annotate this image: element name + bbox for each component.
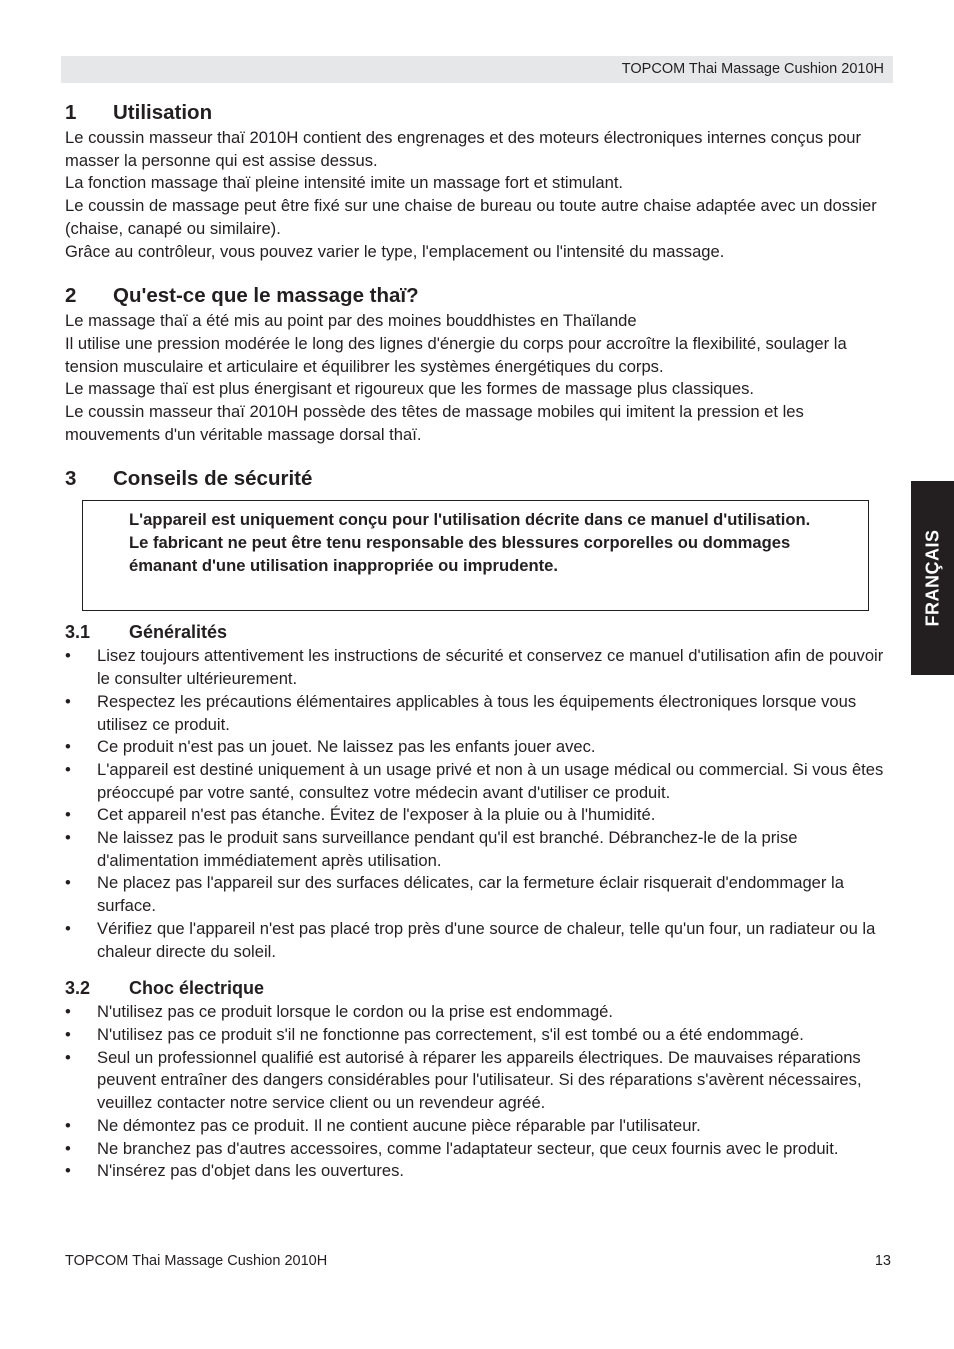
bullet: • (65, 646, 71, 666)
language-tab (911, 481, 954, 675)
warning-text: L'appareil est uniquement conçu pour l'utilisation décrite dans ce manuel d'utilisation. (129, 510, 811, 530)
bullet: • (65, 805, 71, 825)
section-number: 2 (65, 284, 77, 308)
bullet: • (65, 1138, 71, 1158)
subsection-number: 3.2 (65, 978, 91, 999)
bullet: • (65, 873, 71, 893)
bullet: • (65, 691, 71, 711)
list-item-text: N'insérez pas d'objet dans les ouvertures. (97, 1161, 405, 1181)
bullet-list-electric-shock (65, 1001, 890, 1183)
paragraph: La fonction massage thaï pleine intensité imite un massage fort et stimulant. (65, 173, 624, 193)
bullet: • (65, 918, 71, 938)
list-item (65, 827, 890, 872)
list-item-text: Ne placez pas l'appareil sur des surfaces délicates, car la fermeture éclair risquerait d'endommager la surface. (97, 873, 844, 916)
list-item-text: N'utilisez pas ce produit lorsque le cordon ou la prise est endommagé. (97, 1002, 614, 1022)
list-item (65, 1024, 890, 1047)
section-title: Utilisation (113, 101, 213, 124)
paragraph: Le massage thaï a été mis au point par des moines bouddhistes en Thaïlande (65, 311, 637, 331)
language-tab-label: FRANÇAIS (922, 529, 943, 627)
page-content (65, 99, 890, 1183)
list-item (65, 1115, 890, 1138)
subsection-3-1-heading (65, 619, 890, 645)
subsection-3-2-heading (65, 975, 890, 1001)
list-item (65, 918, 890, 963)
section-title: Qu'est-ce que le massage thaï? (113, 284, 419, 308)
list-item-text: Vérifiez que l'appareil n'est pas placé trop près d'une source de chaleur, telle qu'un four, un radiateur ou la chaleur directe du soleil. (97, 918, 876, 961)
bullet: • (65, 1161, 71, 1181)
paragraph: Il utilise une pression modérée le long des lignes d'énergie du corps pour accroître la flexibilité, soulager la tension musculaire et articulaire et équilibrer les systèmes énergétiques du corps. (65, 333, 847, 376)
list-item (65, 645, 890, 690)
subsection-number: 3.1 (65, 622, 91, 643)
section-3-heading (65, 465, 890, 493)
list-item-text: Ne démontez pas ce produit. Il ne contient aucune pièce réparable par l'utilisateur. (97, 1115, 701, 1135)
paragraph: Le coussin masseur thaï 2010H possède des têtes de massage mobiles qui imitent la pression et les mouvements d'un véritable massage dorsal thaï. (65, 402, 804, 444)
list-item (65, 759, 890, 804)
bullet-list-general (65, 645, 890, 963)
list-item-text: Ce produit n'est pas un jouet. Ne laissez pas les enfants jouer avec. (97, 737, 596, 757)
subsection-title: Choc électrique (129, 978, 265, 999)
list-item (65, 736, 890, 759)
section-number: 1 (65, 101, 77, 124)
footer-title: TOPCOM Thai Massage Cushion 2010H (65, 1253, 328, 1269)
page-number: 13 (874, 1253, 891, 1269)
section-1-heading (65, 99, 890, 127)
bullet: • (65, 828, 71, 848)
list-item (65, 804, 890, 827)
bullet: • (65, 1024, 71, 1044)
list-item (65, 872, 890, 917)
warning-text: Le fabricant ne peut être tenu responsable des blessures corporelles ou dommages émanant d'une utilisation inappropriée ou imprudente. (129, 533, 791, 575)
list-item-text: Cet appareil n'est pas étanche. Évitez de l'exposer à la pluie ou à l'humidité. (97, 805, 656, 825)
section-2-heading (65, 282, 890, 310)
list-item-text: L'appareil est destiné uniquement à un usage privé et non à un usage médical ou commercial. Si vous êtes préoccupé par votre santé, consultez votre médecin avant d'utiliser ce produit. (97, 759, 884, 802)
list-item-text: Seul un professionnel qualifié est autorisé à réparer les appareils électriques. De mauvaises réparations peuvent entraîner des dangers considérables pour l'utilisateur. Si des réparations s'avèrent nécessaires, veuillez contacter notre service client ou un revendeur agréé. (97, 1047, 862, 1113)
list-item (65, 691, 890, 736)
list-item-text: Respectez les précautions élémentaires applicables à tous les équipements électroniques lorsque vous utilisez ce produit. (97, 691, 857, 734)
warning-box (82, 500, 869, 611)
list-item-text: Ne laissez pas le produit sans surveillance pendant qu'il est branché. Débranchez-le de la prise d'alimentation immédiatement après utilisation. (97, 828, 798, 870)
paragraph: Le coussin masseur thaï 2010H contient des engrenages et des moteurs électroniques internes conçus pour masser la personne qui est assise dessus. (65, 128, 862, 170)
list-item (65, 1047, 890, 1115)
subsection-title: Généralités (129, 622, 228, 643)
bullet: • (65, 759, 71, 779)
paragraph: Le massage thaï est plus énergisant et rigoureux que les formes de massage plus classiques. (65, 379, 755, 399)
bullet: • (65, 1047, 71, 1067)
list-item-text: N'utilisez pas ce produit s'il ne fonctionne pas correctement, s'il est tombé ou a été endommagé. (97, 1024, 804, 1044)
paragraph: Le coussin de massage peut être fixé sur une chaise de bureau ou toute autre chaise adaptée avec un dossier (chaise, canapé ou similaire). (65, 196, 877, 238)
section-number: 3 (65, 467, 77, 491)
bullet: • (65, 1115, 71, 1135)
list-item (65, 1001, 890, 1024)
list-item (65, 1160, 890, 1183)
bullet: • (65, 737, 71, 757)
list-item-text: Ne branchez pas d'autres accessoires, comme l'adaptateur secteur, que ceux fournis avec le produit. (97, 1138, 839, 1158)
section-title: Conseils de sécurité (113, 467, 313, 491)
list-item-text: Lisez toujours attentivement les instructions de sécurité et conservez ce manuel d'utilisation afin de pouvoir le consulter ultérieurement. (97, 646, 884, 689)
paragraph: Grâce au contrôleur, vous pouvez varier le type, l'emplacement ou l'intensité du massage. (65, 241, 725, 261)
bullet: • (65, 1002, 71, 1022)
list-item (65, 1138, 890, 1161)
header-title: TOPCOM Thai Massage Cushion 2010H (621, 61, 884, 77)
header-bar (61, 56, 893, 83)
